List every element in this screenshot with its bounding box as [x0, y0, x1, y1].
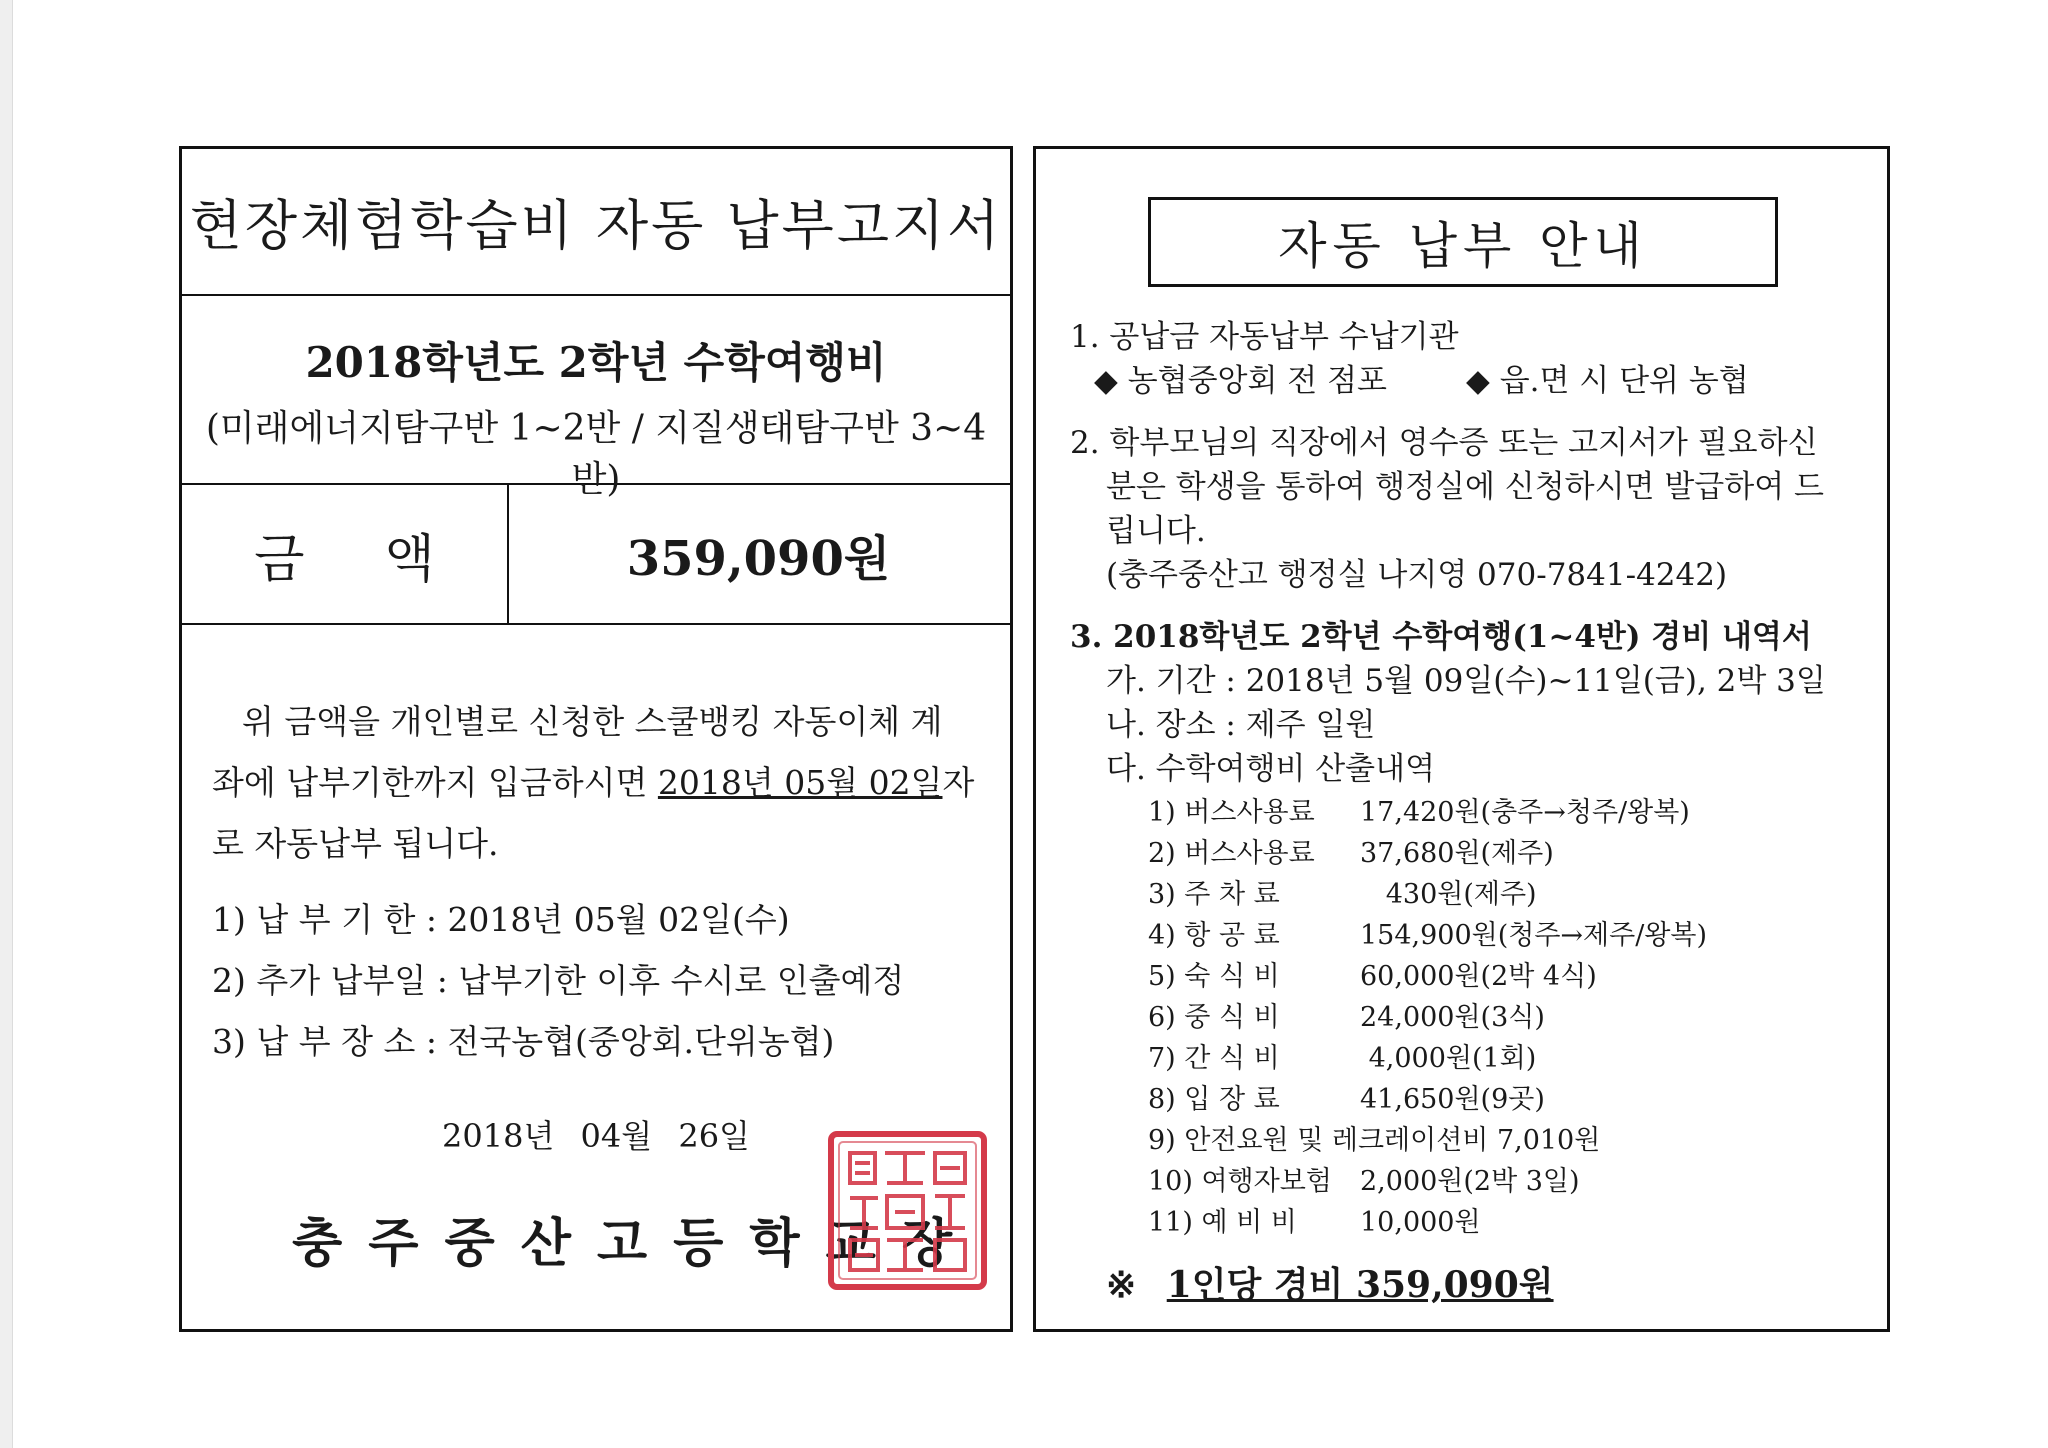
cost-value: 24,000원(3식) — [1360, 1002, 1545, 1033]
due-date-underlined: 2018년 05월 02일 — [657, 763, 943, 802]
cost-item — [1148, 1202, 1707, 1243]
section-2-line-1: 2. 학부모님의 직장에서 영수증 또는 고지서가 필요하신 — [1070, 425, 1818, 461]
reference-mark: ※ — [1106, 1264, 1137, 1306]
subject-classes: (미래에너지탐구반 1~2반 / 지질생태탐구반 3~4반) — [205, 408, 987, 500]
cost-item — [1148, 1120, 1707, 1161]
notice-title: 현장체험학습비 자동 납부고지서 — [182, 149, 1010, 296]
payment-item: 3) 납 부 장 소 : 전국농협(중앙회.단위농협) — [212, 1022, 835, 1061]
cost-item — [1148, 1038, 1707, 1079]
amount-value: 359,090원 — [626, 530, 891, 587]
section-3-place: 나. 장소 : 제주 일원 — [1106, 707, 1376, 743]
cost-label: 4) 항 공 료 — [1148, 920, 1280, 951]
cost-breakdown-list — [1148, 792, 1707, 1243]
cost-item — [1148, 833, 1707, 874]
cost-label: 10) 여행자보험 — [1148, 1166, 1332, 1197]
cost-label: 3) 주 차 료 — [1148, 879, 1280, 910]
cost-value: 60,000원(2박 4식) — [1360, 961, 1597, 992]
para-line-2b: 자 — [942, 763, 975, 802]
cost-label: 7) 간 식 비 — [1148, 1043, 1280, 1074]
para-line-1: 위 금액을 개인별로 신청한 스쿨뱅킹 자동이체 계 — [242, 702, 943, 741]
guide-panel — [1033, 146, 1890, 1332]
cost-label: 1) 버스사용료 — [1148, 797, 1315, 828]
amount-label — [182, 485, 509, 623]
amount-label-char1: 금 — [254, 529, 305, 590]
cost-value: 10,000원 — [1360, 1207, 1481, 1238]
cost-value: 154,900원(청주→제주/왕복) — [1360, 920, 1708, 951]
cost-value: 2,000원(2박 3일) — [1360, 1166, 1580, 1197]
section-1-item-b: ◆ 읍.면 시 단위 농협 — [1466, 363, 1749, 399]
issue-date: 2018년 04월 26일 — [442, 1117, 750, 1155]
amount-label-char2: 액 — [384, 529, 435, 590]
section-2-line-3: 립니다. — [1106, 513, 1206, 549]
section-3-breakdown-title: 다. 수학여행비 산출내역 — [1106, 751, 1436, 787]
section-2-line-2: 분은 학생을 통하여 행정실에 신청하시면 발급하여 드 — [1106, 469, 1824, 505]
cost-item — [1148, 1079, 1707, 1120]
cost-item — [1148, 997, 1707, 1038]
section-1-item-a: ◆ 농협중앙회 전 점포 — [1094, 363, 1387, 399]
cost-value: 17,420원(충주→청주/왕복) — [1360, 797, 1690, 828]
cost-value: 4,000원(1회) — [1360, 1043, 1537, 1074]
subject-title: 2018학년도 2학년 수학여행비 — [305, 338, 887, 387]
para-line-2a: 좌에 납부기한까지 입금하시면 — [212, 763, 658, 802]
official-seal-stamp — [825, 1128, 990, 1293]
notice-paragraph — [212, 691, 980, 874]
para-line-3: 로 자동납부 됩니다. — [212, 824, 499, 863]
cost-label: 9) 안전요원 및 레크레이션비 7,010원 — [1148, 1125, 1601, 1156]
cost-value: 430원(제주) — [1360, 879, 1537, 910]
payment-item: 1) 납 부 기 한 : 2018년 05월 02일(수) — [212, 900, 790, 939]
cost-value: 37,680원(제주) — [1360, 838, 1554, 869]
cost-label: 5) 숙 식 비 — [1148, 961, 1280, 992]
cost-label: 6) 중 식 비 — [1148, 1002, 1280, 1033]
payment-item: 2) 추가 납부일 : 납부기한 이후 수시로 인출예정 — [212, 961, 905, 1000]
cost-label: 2) 버스사용료 — [1148, 838, 1315, 869]
total-amount: 1인당 경비 359,090원 — [1166, 1264, 1554, 1306]
per-person-total — [1106, 1257, 1554, 1308]
scan-edge — [0, 0, 13, 1448]
cost-value: 41,650원(9곳) — [1360, 1084, 1545, 1115]
section-2-contact: (충주중산고 행정실 나지영 070-7841-4242) — [1106, 557, 1728, 593]
cost-item — [1148, 915, 1707, 956]
cost-label: 11) 예 비 비 — [1148, 1207, 1297, 1238]
payment-items — [212, 889, 980, 1072]
para-line-2 — [212, 752, 980, 813]
cost-item — [1148, 874, 1707, 915]
cost-item — [1148, 792, 1707, 833]
section-3-period: 가. 기간 : 2018년 5월 09일(수)~11일(금), 2박 3일 — [1106, 663, 1826, 699]
amount-row — [182, 485, 1010, 625]
section-3-title: 3. 2018학년도 2학년 수학여행(1~4반) 경비 내역서 — [1070, 619, 1812, 655]
section-1-title: 1. 공납금 자동납부 수납기관 — [1070, 319, 1459, 355]
cost-label: 8) 입 장 료 — [1148, 1084, 1280, 1115]
school-principal: 충주중산고등학교장 — [292, 1213, 979, 1274]
guide-title: 자동 납부 안내 — [1148, 197, 1778, 287]
subject-block — [182, 296, 1010, 500]
cost-item — [1148, 956, 1707, 997]
cost-item — [1148, 1161, 1707, 1202]
